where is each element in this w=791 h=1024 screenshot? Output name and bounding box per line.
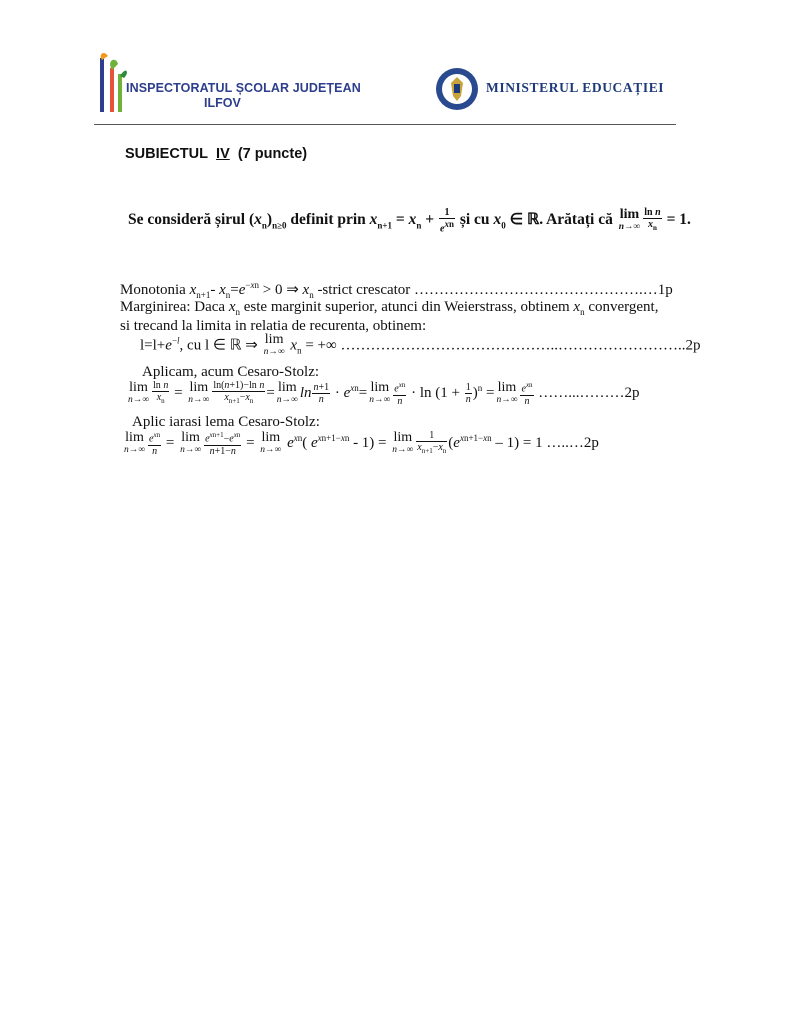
text: = 1 …..…2p: [519, 434, 599, 451]
fraction: $\frac{\text{ln n}}{x_n}$: [644, 207, 661, 233]
text: Monotonia: [120, 282, 190, 298]
ministry-logo: [434, 66, 664, 112]
text: l=l+: [140, 337, 166, 354]
stmt-part: Se consideră șirul (: [128, 211, 255, 229]
problem-statement: Se consideră șirul $(x_n)_{n\ge 0}$ definit prin $x_{n+1} = x_n$ + $\frac{1}{\text{exn}}$ și cu $x_0$ ∈ ℝ. Arătați că lim n→∞ $\frac{\text{ln n}}{x_n}$ = 1.: [128, 206, 691, 235]
limit: lim n→∞: [276, 379, 298, 405]
cesaro-stolz-step2: lim n→∞ $\frac{e^{xn}}{n}$ = lim n→∞ $\frac{e^{xn+1}-e^{xn}}{n+1-n}$ = lim n→∞ $e^{xn}$( $e^{xn+1-xn} - 1$) = lim n→∞ $\frac{1}{x_{n+1}-x_n}$ $(e^{xn+1-xn} - 1) = 1$ …..…2p: [124, 429, 599, 457]
cesaro-stolz-intro: Aplicam, acum Cesaro-Stolz:: [142, 364, 320, 380]
stmt-part: ∈ ℝ. Arătați că: [505, 211, 617, 229]
header-divider: [94, 124, 676, 125]
fraction: $\frac{e^{xn}}{n}$: [521, 381, 533, 407]
ministry-name: MINISTERUL EDUCAȚIEI: [486, 80, 665, 95]
limit: lim n→∞: [260, 429, 282, 455]
subject-title: [125, 146, 307, 162]
limit: lim n→∞: [128, 379, 150, 405]
isj-logo-icon: [96, 50, 128, 114]
cesaro-stolz-step1: lim n→∞ $\frac{\text{ln n}}{x_n}$ = lim n→∞ $\frac{\text{ln(n+1)−ln n}}{x_{n+1}-x_n}$ = lim n→∞ ln $\frac{n+1}{n}$ · $e^{xn}=$ lim n→∞ $\frac{e^{xn}}{n}$ · ln (1 + $\frac{1}{n}$ )$^n$ = lim n→∞ $\frac{e^{xn}}{n}$ ……...………2p: [128, 379, 640, 407]
text: convergent,: [584, 299, 659, 315]
isj-ilfov-logo: [96, 50, 361, 114]
fraction: $\frac{\text{ln(n+1)−ln n}}{x_{n+1}-x_n}$: [213, 380, 265, 405]
subject-prefix: SUBIECTUL: [125, 146, 208, 162]
fraction: $\frac{e^{xn}}{n}$: [394, 381, 406, 407]
limit-passage-line: si trecand la limita in relatia de recurenta, obtinem:: [120, 318, 427, 334]
text: , cu l ∈ ℝ ⇒: [179, 337, 262, 354]
text: este marginit superior, atunci din Weierstrass, obtinem: [240, 299, 574, 315]
limit: lim n→∞: [496, 379, 518, 405]
monotony-line: Monotonia $x_{n+1}-$ $x_n=e^{-xn} > 0$ ⇒ $x_n$ -strict crescator ……………………………………….…1p: [120, 280, 673, 300]
stmt-part: și cu: [455, 211, 494, 229]
text: = +∞ ……………………………………..……………………..2p: [301, 337, 701, 354]
stmt-part: = 1.: [662, 211, 691, 229]
text: ……...………2p: [534, 384, 640, 401]
limit: lim n→∞: [188, 379, 210, 405]
divergence-line: $l=l+e^{-l}$, cu l ∈ ℝ ⇒ lim n→∞ $x_n$ = +∞ ……………………………………..……………………..2p: [140, 332, 701, 357]
limit: lim n→∞: [180, 429, 202, 455]
limit: lim n→∞: [263, 332, 285, 357]
fraction: $\frac{e^{xn}}{n}$: [149, 431, 161, 457]
isj-title: INSPECTORATUL ȘCOLAR JUDEȚEAN: [126, 81, 361, 95]
subject-points: (7 puncte): [237, 146, 308, 162]
stmt-part: ): [266, 211, 273, 229]
limit: lim n→∞: [369, 379, 391, 405]
limit: lim n→∞: [124, 429, 146, 455]
fraction: $\frac{e^{xn+1}-e^{xn}}{n+1-n}$: [205, 431, 241, 457]
isj-county: ILFOV: [204, 96, 241, 110]
fraction: $\frac{1}{n}$: [465, 382, 471, 405]
fraction: $\frac{n+1}{n}$: [313, 382, 330, 405]
fraction: $\frac{1}{x_{n+1}-x_n}$: [417, 430, 447, 455]
fraction: $\frac{1}{\text{exn}}$: [440, 207, 454, 235]
text: -strict crescator ……………………………………….…1p: [313, 282, 673, 298]
cesaro-stolz-again-intro: Aplic iarasi lema Cesaro-Stolz:: [132, 414, 320, 430]
bounded-line: Marginirea: Daca $x_n$ este marginit superior, atunci din Weierstrass, obtinem $x_n$ convergent,: [120, 299, 659, 317]
text: Marginirea: Daca: [120, 299, 229, 315]
government-emblem-icon: [434, 66, 480, 112]
text: > 0 ⇒: [258, 282, 303, 298]
limit: lim n→∞: [392, 429, 414, 455]
subject-number: IV: [216, 146, 230, 162]
fraction: $\frac{\text{ln n}}{x_n}$: [153, 380, 169, 405]
stmt-part: definit prin: [286, 211, 370, 229]
limit: lim n→∞: [618, 206, 641, 232]
